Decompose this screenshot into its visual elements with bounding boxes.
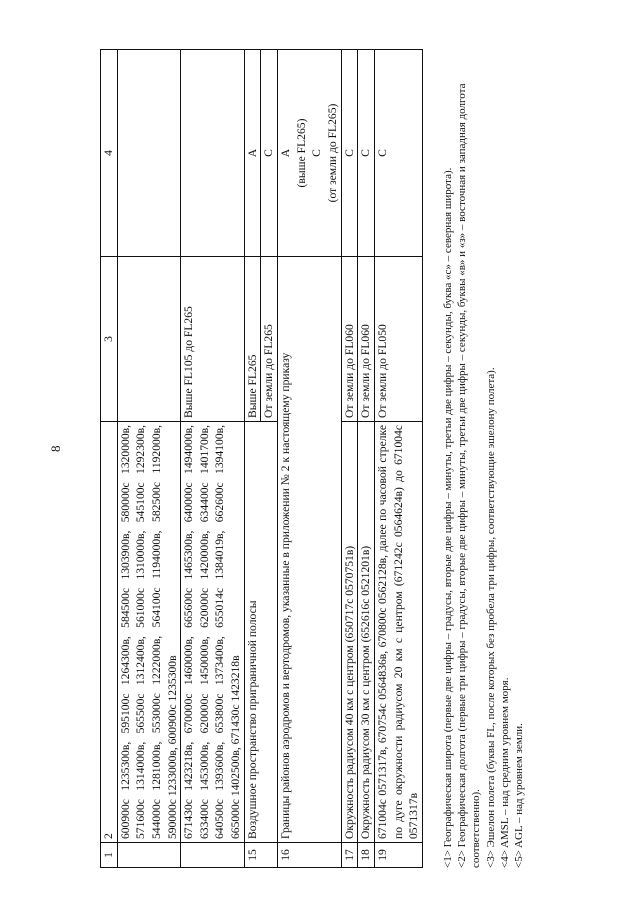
class-cell: C: [374, 50, 422, 257]
table-row: [181, 50, 245, 868]
table-row: [341, 50, 358, 868]
altitude-cell: От земли до FL265: [261, 257, 278, 422]
description-cell: Воздушное пространство приграничной полосы: [244, 422, 277, 843]
altitude-cell: От земли до FL050: [374, 257, 422, 422]
class-cell: C: [261, 50, 278, 257]
altitude-cell: Выше FL105 до FL265: [181, 257, 245, 422]
row-number: 15: [244, 843, 277, 868]
description-cell: 671004с 0571317в, 670754с 0564836в, 670800с 0562128в, далее по часовой стрелке по дуге окружности радиусом 20 км с центром (671242с 0564624в) до 671004с 0571317в: [374, 422, 422, 843]
table-row: [244, 50, 261, 868]
table-header-row: [101, 50, 118, 868]
altitude-cell: От земли до FL060: [341, 257, 358, 422]
class-cell: C: [358, 50, 375, 257]
row-number: 18: [358, 843, 375, 868]
header-col-2: 2: [101, 422, 118, 843]
airspace-table: [100, 49, 423, 868]
table-row: [358, 50, 375, 868]
footnote-2: <2> Географическая долгота (первые три цифры – градусы, вторые две цифры – минуты, третьи две цифры – секунды, буквы «в» и «з» – восточная и западная долгота соответственно).: [456, 83, 483, 868]
rotated-page-content: [100, 58, 526, 868]
coords-cell: 671430с 1423218в, 670000с 1460000в, 665600с 1465300в, 640000с 1494000в, 633400с 1453000в, 620000с 1450000в, 620000с 1420000в, 634400с 1401700в, 640500с 1393600в, 653800с 1373400в, 655014с 1384019в, 662600с 1394100в, 665000с 1402500в, 671430с 1423218в: [181, 422, 245, 843]
table-row: [117, 50, 181, 868]
table-row: [278, 50, 342, 868]
coords-cell: 600900с 1235300в, 595100с 1264300в, 584500с 1303900в, 580000с 1320000в, 571600с 1314000в, 565500с 1312400в, 561000с 1310000в, 545100с 1292300в, 544000с 1281000в, 553000с 1222000в, 564100с 1194000в, 582500с 1192000в, 590000с 1233000в, 600900с 1235300в: [117, 422, 181, 843]
row-number: 16: [278, 843, 342, 868]
header-col-1: 1: [101, 843, 118, 868]
footnote-5: <5> AGL – над уровнем земли.: [513, 723, 526, 868]
page-number: 8: [48, 445, 63, 452]
header-col-3: 3: [101, 257, 118, 422]
class-cell: [278, 50, 342, 257]
class-c-note: (от земли до FL265): [325, 103, 339, 203]
footnote-4: <4> AMSL – над средним уровнем моря.: [499, 677, 511, 868]
class-cell: C: [341, 50, 358, 257]
row-number: 17: [341, 843, 358, 868]
row-number: 19: [374, 843, 422, 868]
footnote-1: <1> Географическая широта (первые две цифры – градусы, вторые две цифры – минуты, третьи две цифры – секунды, буква «с» – северная широта).: [441, 167, 454, 868]
table-row: [374, 50, 422, 868]
footnote-3: <3> Эшелон полета (буквы FL, после которых без пробела три цифры, соответствующие эшелону полета).: [484, 367, 497, 868]
class-a: A: [279, 148, 293, 158]
altitude-cell: От земли до FL060: [358, 257, 375, 422]
description-cell: Окружность радиусом 40 км с центром (650717с 0570751в): [341, 422, 358, 843]
altitude-cell: Выше FL265: [244, 257, 261, 422]
header-col-4: 4: [101, 50, 118, 257]
class-cell: A: [244, 50, 261, 257]
class-c: C: [310, 149, 324, 157]
description-cell: Окружность радиусом 30 км с центром (652616с 0521201в): [358, 422, 375, 843]
description-cell: Границы районов аэродромов и вертодромов, указанные в приложении № 2 к настоящему приказу: [278, 257, 342, 843]
class-a-note: (выше FL265): [294, 118, 308, 188]
footnotes: [441, 58, 527, 868]
